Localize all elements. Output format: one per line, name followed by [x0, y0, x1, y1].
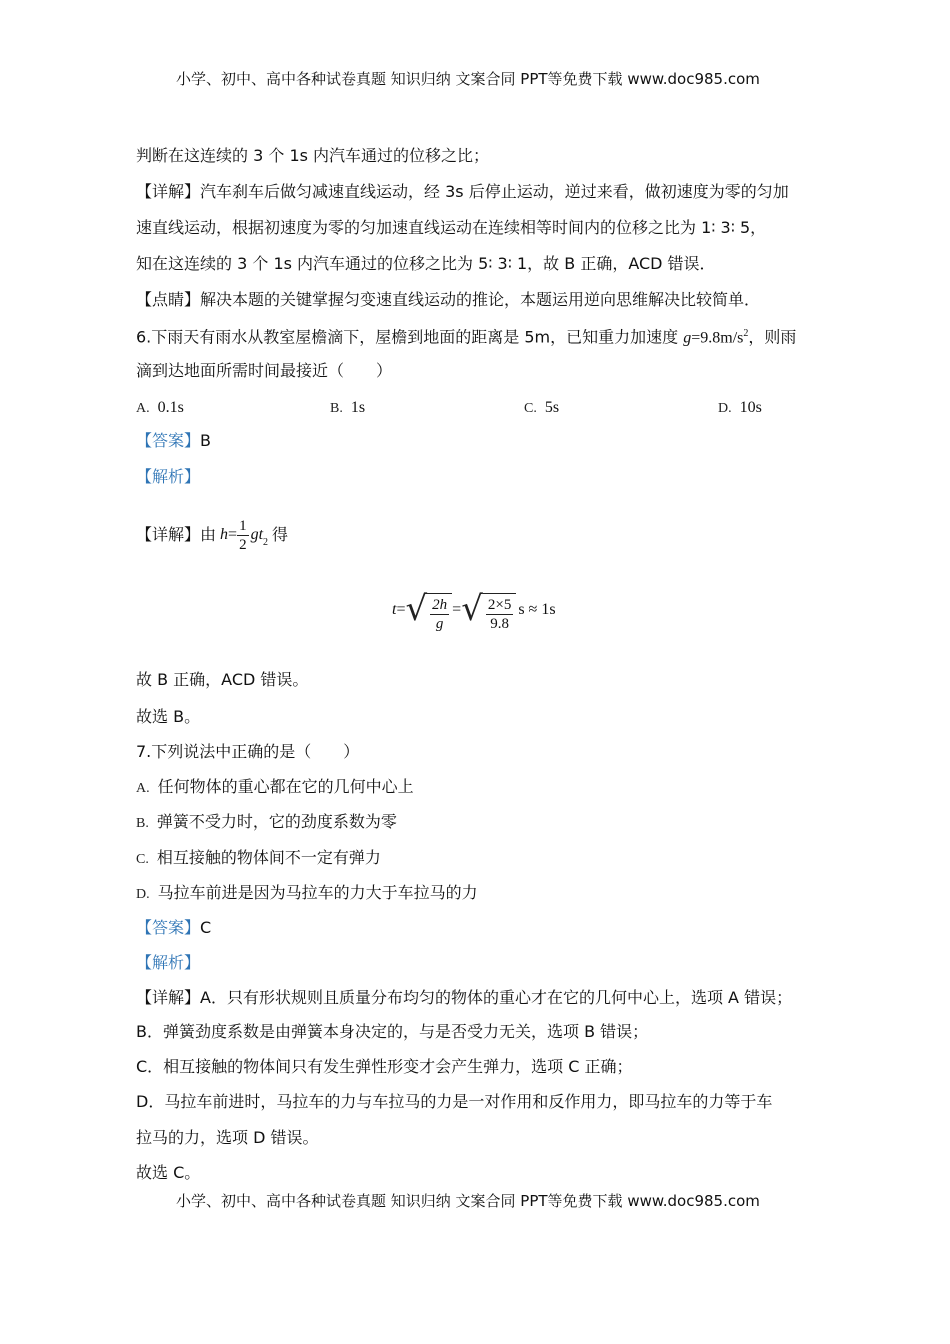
q7-analysis-tag: 【解析】	[136, 953, 201, 972]
detail-text: A．只有形状规则且质量分布均匀的物体的重心才在它的几何中心上，选项 A 错误；	[200, 988, 793, 1007]
q6-analysis-tag: 【解析】	[136, 467, 201, 486]
q6-g-symbol: g	[683, 329, 692, 347]
q7-stem: 7.下列说法中正确的是（ ）	[136, 742, 360, 761]
q7-answer-line	[136, 918, 211, 938]
formula-h: h	[220, 526, 229, 543]
q6-option-b	[330, 397, 365, 417]
detail-tag: 【详解】	[136, 988, 201, 1007]
sqrt-2x5-over-9.8: √ $\frac{2\times 5}{9.8}$	[461, 587, 516, 633]
q6-answer-line	[136, 431, 211, 451]
fraction-one-half: $\frac{1}{2}$	[239, 517, 247, 553]
option-value: 0.1s	[157, 399, 184, 416]
option-value: 10s	[739, 399, 762, 416]
page-header: 小学、初中、高中各种试卷真题 知识归纳 文案合同 PPT等免费下载 www.doc985.com	[176, 70, 760, 88]
q7-detail-d-2: 拉马的力，选项 D 错误。	[136, 1128, 319, 1147]
q6-option-d	[718, 397, 762, 417]
prev-detail-line-1	[136, 182, 789, 202]
option-letter: C.	[136, 852, 149, 867]
option-value: 相互接触的物体间不一定有弹力	[156, 848, 381, 867]
option-value: 弹簧不受力时，它的劲度系数为零	[156, 812, 397, 831]
formula-equals: =	[228, 526, 238, 543]
option-letter: B.	[330, 401, 343, 416]
option-letter: A.	[136, 401, 150, 416]
detail-tag: 【详解】	[136, 525, 201, 544]
detail-pre: 由	[200, 525, 217, 544]
page-footer: 小学、初中、高中各种试卷真题 知识归纳 文案合同 PPT等免费下载 www.doc985.com	[176, 1192, 760, 1210]
prev-detail-line-3: 知在这连续的 3 个 1s 内汽车通过的位移之比为 5∶ 3∶ 1，故 B 正确，ACD 错误．	[136, 254, 716, 273]
q7-detail-b: B．弹簧劲度系数是由弹簧本身决定的，与是否受力无关，选项 B 错误；	[136, 1022, 649, 1041]
formula-exponent: 2	[263, 537, 269, 548]
option-letter: D.	[136, 887, 150, 902]
q6-g-exponent: 2	[743, 328, 749, 339]
answer-value: B	[200, 431, 211, 450]
formula-equals: =	[396, 601, 406, 618]
prev-hint-line: 判断在这连续的 3 个 1s 内汽车通过的位移之比；	[136, 146, 490, 165]
q6-stem-text: 6.下雨天有雨水从教室屋檐滴下，屋檐到地面的距离是 5m，已知重力加速度	[136, 327, 684, 347]
option-value: 5s	[544, 399, 560, 416]
answer-value: C	[200, 918, 212, 937]
q6-g-value: =9.8m/s	[691, 329, 744, 347]
option-letter: B.	[136, 816, 149, 831]
option-value: 任何物体的重心都在它的几何中心上	[157, 777, 414, 796]
sqrt-icon: √	[405, 589, 428, 629]
sqrt-icon: √	[461, 589, 483, 629]
detail-tag: 【详解】	[136, 182, 201, 201]
formula-gt: gt	[250, 526, 264, 543]
q6-detail-line	[136, 510, 288, 560]
detail-post: 得	[272, 525, 289, 544]
q6-stem-line-1	[136, 324, 796, 348]
q7-conclusion: 故选 C。	[136, 1163, 201, 1182]
option-letter: D.	[718, 401, 732, 416]
sqrt-2h-over-g: √ $\frac{2h}{g}$	[405, 587, 452, 633]
q7-detail-a	[136, 988, 792, 1008]
option-value: 1s	[350, 399, 366, 416]
answer-tag: 【答案】	[136, 918, 201, 937]
q6-conclusion-1: 故 B 正确，ACD 错误。	[136, 670, 309, 689]
option-letter: A.	[136, 781, 150, 796]
formula-equals: =	[452, 601, 462, 618]
formula-result: s ≈ 1s	[518, 601, 556, 618]
q6-option-c	[524, 397, 559, 417]
q6-formula-t	[392, 580, 556, 640]
q7-detail-c: C．相互接触的物体间只有发生弹性形变才会产生弹力，选项 C 正确；	[136, 1057, 633, 1076]
comment-text: 解决本题的关键掌握匀变速直线运动的推论，本题运用逆向思维解决比较简单．	[200, 290, 761, 309]
option-letter: C.	[524, 401, 537, 416]
answer-tag: 【答案】	[136, 431, 201, 450]
q7-option-c	[136, 848, 381, 870]
q7-option-d	[136, 883, 478, 905]
q7-option-b	[136, 812, 397, 834]
prev-comment-line	[136, 290, 760, 310]
detail-text: 汽车刹车后做匀减速直线运动，经 3s 后停止运动，逆过来看，做初速度为零的匀加	[200, 182, 789, 201]
prev-detail-line-2: 速直线运动，根据初速度为零的匀加速直线运动在连续相等时间内的位移之比为 1∶ 3∶ 5，	[136, 218, 767, 237]
formula-t: t	[392, 601, 397, 618]
q6-stem-tail: ，则雨	[748, 327, 797, 347]
q7-detail-d-1: D．马拉车前进时，马拉车的力与车拉马的力是一对作用和反作用力，即马拉车的力等于车	[136, 1092, 773, 1111]
comment-tag: 【点睛】	[136, 290, 201, 309]
q7-option-a	[136, 777, 414, 799]
q6-stem-line-2: 滴到达地面所需时间最接近（ ）	[136, 361, 393, 380]
option-value: 马拉车前进是因为马拉车的力大于车拉马的力	[157, 883, 478, 902]
q6-option-a	[136, 397, 184, 417]
q6-conclusion-2: 故选 B。	[136, 707, 201, 726]
